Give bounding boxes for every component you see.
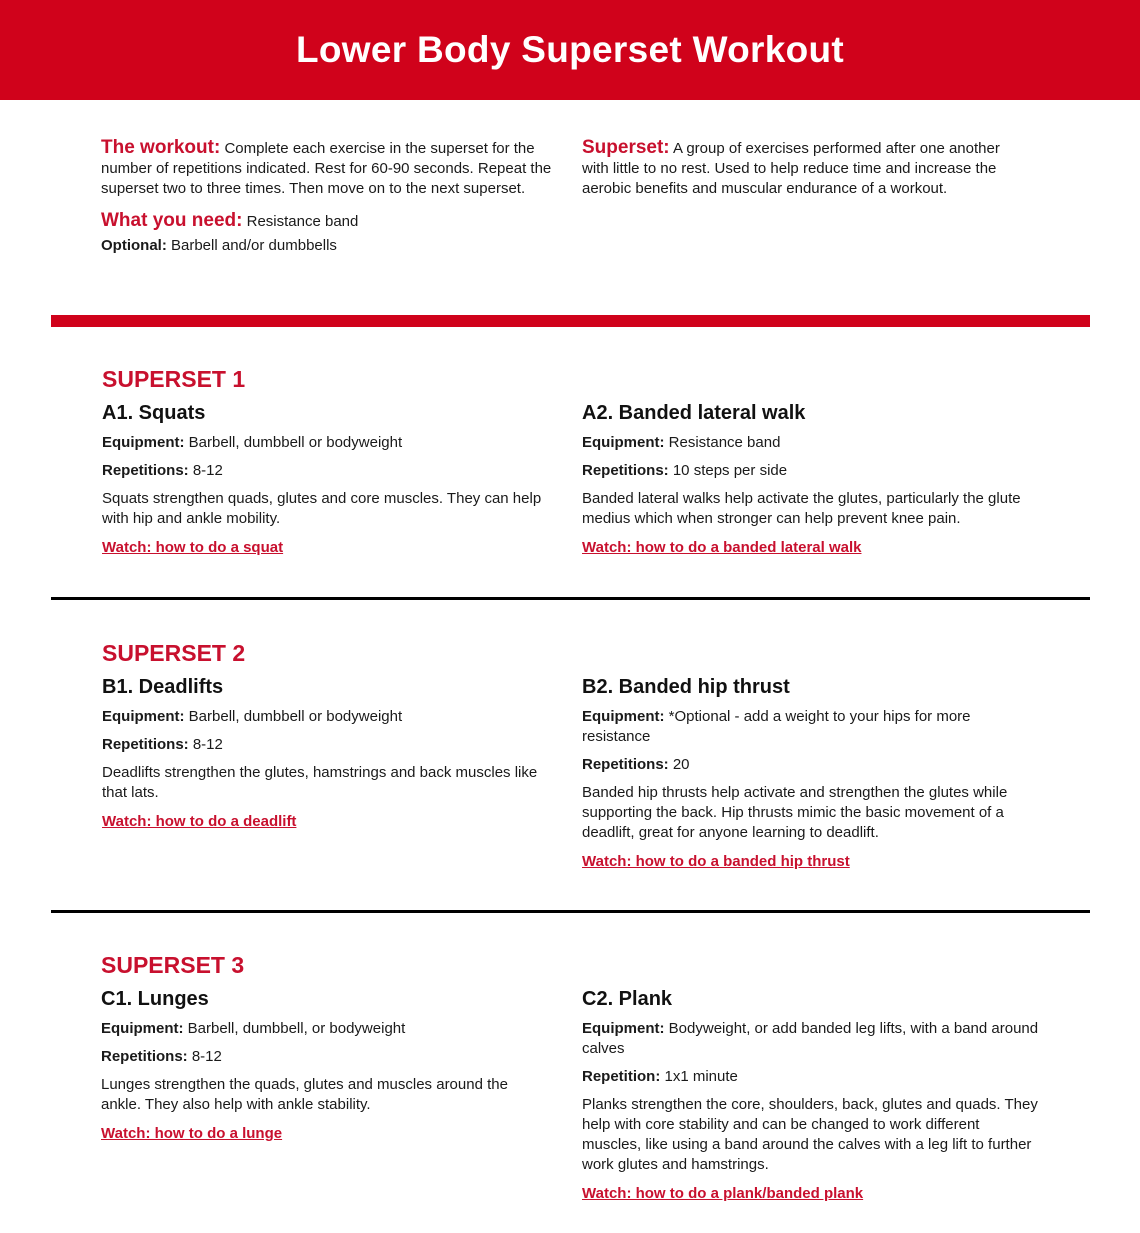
repetitions-label: Repetitions:: [582, 462, 669, 479]
exercise-description: Planks strengthen the core, shoulders, back, glutes and quads. They help with core stability and can be changed to work different muscles, like using a band around the calves with a leg lift to further work glutes and hamstrings.: [582, 1096, 1038, 1173]
exercise-title: B2. Banded hip thrust: [582, 676, 790, 698]
repetitions-label: Repetitions:: [102, 462, 189, 479]
watch-plank-link[interactable]: Watch: how to do a plank/banded plank: [582, 1185, 864, 1202]
title-banner: [0, 0, 1140, 100]
exercise-title: C2. Plank: [582, 988, 673, 1010]
watch-lateral-walk-link[interactable]: Watch: how to do a banded lateral walk: [582, 539, 862, 556]
exercise-description: Lunges strengthen the quads, glutes and muscles around the ankle. They also help with ankle stability.: [101, 1076, 508, 1113]
repetitions-value: 8-12: [191, 1048, 222, 1065]
equipment-label: Equipment:: [102, 708, 185, 725]
equipment-label: Equipment:: [582, 708, 665, 725]
superset-3-title: SUPERSET 3: [101, 952, 245, 978]
page-title: Lower Body Superset Workout: [295, 29, 845, 70]
exercise-b2: [582, 675, 1042, 872]
superset-2-title: SUPERSET 2: [102, 640, 246, 666]
equipment-value: Barbell, dumbbell or bodyweight: [188, 434, 403, 451]
repetitions-value: 8-12: [192, 462, 223, 479]
exercise-title: B1. Deadlifts: [102, 676, 224, 698]
exercise-c1: [101, 987, 551, 1144]
watch-hip-thrust-link[interactable]: Watch: how to do a banded hip thrust: [582, 853, 850, 870]
workout-paragraph: [101, 138, 561, 199]
superset-definition-text: A group of exercises performed after one another with little to no rest. Used to help reduce time and increase the aerobic benefits and muscular endurance of a workout.: [582, 140, 1000, 197]
exercise-description: Squats strengthen quads, glutes and core muscles. They can help with hip and ankle mobility.: [102, 490, 542, 527]
equipment-line: [582, 707, 1042, 747]
equipment-label: Equipment:: [101, 1020, 184, 1037]
need-paragraph: [101, 211, 561, 232]
optional-paragraph: [101, 236, 561, 256]
need-label: What you need:: [101, 210, 243, 231]
repetitions-label: Repetitions:: [102, 736, 189, 753]
exercise-title: A1. Squats: [102, 402, 206, 424]
equipment-line: [582, 433, 1042, 453]
repetitions-value: 8-12: [192, 736, 223, 753]
repetitions-value: 1x1 minute: [664, 1068, 738, 1085]
workout-text: Complete each exercise in the superset for the number of repetitions indicated. Rest for 60-90 seconds. Repeat the superset two to three times. Then move on to the next superset.: [101, 140, 552, 197]
repetitions-line: [582, 461, 1042, 481]
repetitions-line: [582, 1067, 1042, 1087]
exercise-c2: [582, 987, 1042, 1204]
repetitions-line: [582, 755, 1042, 775]
watch-squat-link[interactable]: Watch: how to do a squat: [102, 539, 284, 556]
equipment-label: Equipment:: [582, 434, 665, 451]
watch-deadlift-link[interactable]: Watch: how to do a deadlift: [102, 813, 297, 830]
red-divider: [51, 315, 1090, 327]
optional-text: Barbell and/or dumbbells: [171, 237, 337, 254]
exercise-description: Deadlifts strengthen the glutes, hamstrings and back muscles like that lats.: [102, 764, 538, 801]
exercise-a2: [582, 401, 1042, 558]
need-text: Resistance band: [246, 213, 359, 230]
equipment-value: Resistance band: [668, 434, 781, 451]
optional-label: Optional:: [101, 237, 167, 254]
repetitions-label: Repetition:: [582, 1068, 661, 1085]
exercise-title: A2. Banded lateral walk: [582, 402, 806, 424]
repetitions-line: [102, 461, 552, 481]
repetitions-label: Repetitions:: [101, 1048, 188, 1065]
equipment-value: Barbell, dumbbell or bodyweight: [188, 708, 403, 725]
exercise-title: C1. Lunges: [101, 988, 209, 1010]
equipment-value: Bodyweight, or add banded leg lifts, with a band around calves: [582, 1020, 1039, 1057]
equipment-value: *Optional - add a weight to your hips for more resistance: [582, 708, 971, 745]
exercise-a1: [102, 401, 552, 558]
superset-1-title: SUPERSET 1: [102, 366, 246, 392]
intro-workout-section: [101, 138, 561, 256]
exercise-description: Banded hip thrusts help activate and strengthen the glutes while supporting the back. Hip thrusts mimic the basic movement of a deadlift, great for anyone learning to deadlift.: [582, 784, 1008, 841]
watch-lunge-link[interactable]: Watch: how to do a lunge: [101, 1125, 283, 1142]
equipment-line: [582, 1019, 1042, 1059]
intro-superset-definition: [582, 138, 1022, 199]
repetitions-line: [102, 735, 552, 755]
repetitions-line: [101, 1047, 551, 1067]
superset-label: Superset:: [582, 137, 670, 158]
exercise-b1: [102, 675, 552, 832]
equipment-value: Barbell, dumbbell, or bodyweight: [187, 1020, 406, 1037]
workout-label: The workout:: [101, 137, 221, 158]
repetitions-value: 20: [672, 756, 690, 773]
repetitions-label: Repetitions:: [582, 756, 669, 773]
equipment-line: [102, 707, 552, 727]
exercise-description: Banded lateral walks help activate the glutes, particularly the glute medius which when stronger can help prevent knee pain.: [582, 490, 1021, 527]
superset-definition-paragraph: [582, 138, 1022, 199]
equipment-label: Equipment:: [102, 434, 185, 451]
equipment-label: Equipment:: [582, 1020, 665, 1037]
equipment-line: [102, 433, 552, 453]
section-divider-2: [51, 910, 1090, 913]
equipment-line: [101, 1019, 551, 1039]
repetitions-value: 10 steps per side: [672, 462, 788, 479]
section-divider-1: [51, 597, 1090, 600]
